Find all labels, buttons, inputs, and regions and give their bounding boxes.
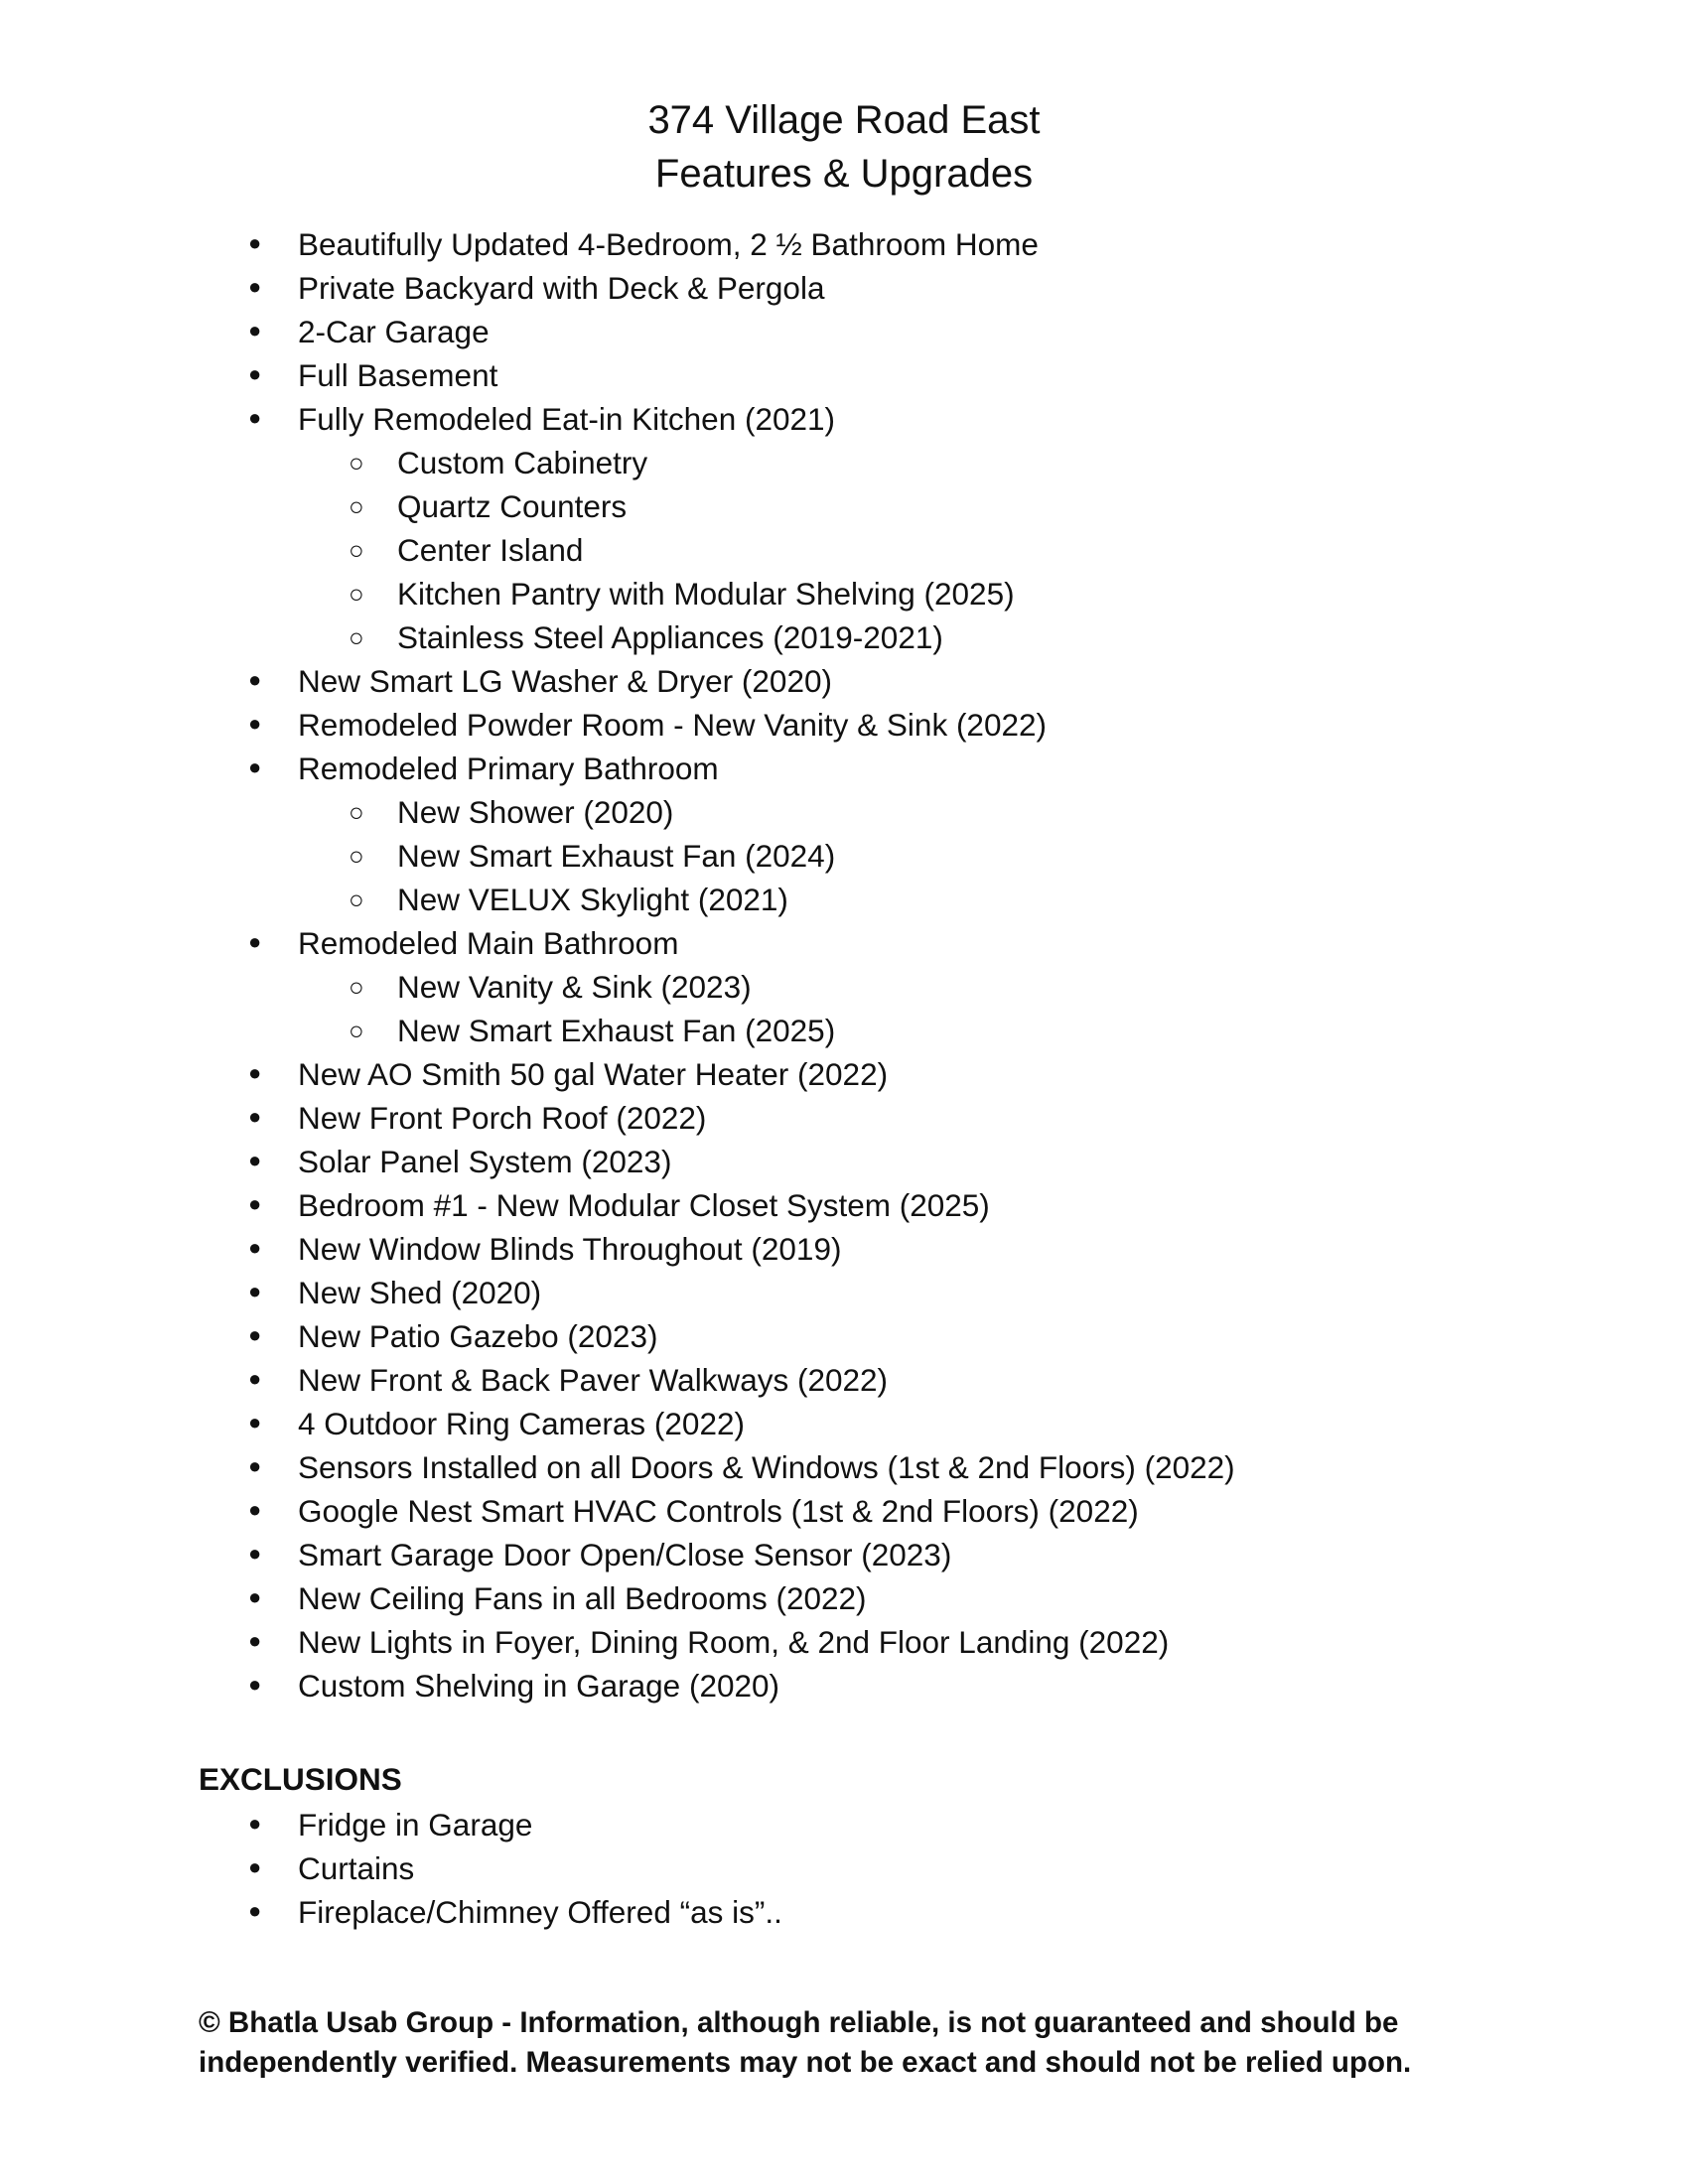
sub-feature-item (0, 576, 1688, 619)
list-item-text: Beautifully Updated 4-Bedroom, 2 ½ Bathroom Home (298, 226, 1039, 262)
bullet-icon: ● (248, 1811, 262, 1836)
sub-feature-item (0, 794, 1688, 838)
bullet-icon: ● (248, 1060, 262, 1085)
exclusion-item (0, 1850, 1688, 1894)
list-item-text: New Shed (2020) (298, 1275, 542, 1310)
bullet-icon: ● (248, 1191, 262, 1216)
list-item-text: New Front & Back Paver Walkways (2022) (298, 1362, 889, 1398)
property-address: 374 Village Road East (647, 98, 1041, 142)
feature-item (0, 707, 1688, 751)
sub-feature-item (0, 532, 1688, 576)
feature-item (0, 1406, 1688, 1449)
list-item-text: New Smart Exhaust Fan (2025) (397, 1013, 836, 1048)
list-item-text: 2-Car Garage (298, 314, 490, 349)
feature-item (0, 226, 1688, 270)
feature-item (0, 1449, 1688, 1493)
bullet-icon: ● (248, 1854, 262, 1879)
list-item-text: Center Island (397, 532, 584, 568)
hollow-bullet-icon: ○ (349, 1016, 364, 1045)
list-item-text: Custom Shelving in Garage (2020) (298, 1668, 780, 1704)
bullet-icon: ● (248, 1322, 262, 1347)
list-item-text: Sensors Installed on all Doors & Windows (1st & 2nd Floors) (2022) (298, 1449, 1235, 1485)
sub-feature-item (0, 619, 1688, 663)
feature-item (0, 1318, 1688, 1362)
disclaimer-line: independently verified. Measurements may not be exact and should not be relied upon. (199, 2046, 1412, 2079)
bullet-icon: ● (248, 929, 262, 954)
exclusions-heading: EXCLUSIONS (199, 1761, 402, 1797)
feature-item (0, 1144, 1688, 1187)
list-item-text: Kitchen Pantry with Modular Shelving (2025) (397, 576, 1015, 612)
bullet-icon: ● (248, 1235, 262, 1260)
hollow-bullet-icon: ○ (349, 535, 364, 565)
list-item-text: New Smart LG Washer & Dryer (2020) (298, 663, 832, 699)
bullet-icon: ● (248, 361, 262, 386)
hollow-bullet-icon: ○ (349, 885, 364, 914)
feature-item (0, 1275, 1688, 1318)
bullet-icon: ● (248, 754, 262, 779)
list-item-text: Remodeled Powder Room - New Vanity & Sink (2022) (298, 707, 1048, 743)
disclaimer (199, 2003, 1489, 2083)
sub-feature-item (0, 488, 1688, 532)
feature-item (0, 1580, 1688, 1624)
hollow-bullet-icon: ○ (349, 622, 364, 652)
feature-item (0, 1537, 1688, 1580)
feature-item (0, 357, 1688, 401)
list-item-text: 4 Outdoor Ring Cameras (2022) (298, 1406, 745, 1441)
list-item-text: New AO Smith 50 gal Water Heater (2022) (298, 1056, 889, 1092)
bullet-icon: ● (248, 1410, 262, 1434)
exclusion-item (0, 1807, 1688, 1850)
list-item-text: Remodeled Primary Bathroom (298, 751, 719, 786)
list-item-text: New Smart Exhaust Fan (2024) (397, 838, 836, 874)
bullet-icon: ● (248, 1104, 262, 1129)
sub-feature-item (0, 969, 1688, 1013)
document-title (0, 93, 1688, 201)
list-item-text: Fridge in Garage (298, 1807, 533, 1843)
list-item-text: Custom Cabinetry (397, 445, 648, 480)
feature-item (0, 314, 1688, 357)
bullet-icon: ● (248, 274, 262, 299)
bullet-icon: ● (248, 1628, 262, 1653)
bullet-icon: ● (248, 1541, 262, 1566)
bullet-icon: ● (248, 405, 262, 430)
sub-feature-item (0, 1013, 1688, 1056)
list-item-text: New Front Porch Roof (2022) (298, 1100, 707, 1136)
feature-item (0, 401, 1688, 445)
hollow-bullet-icon: ○ (349, 579, 364, 609)
bullet-icon: ● (248, 230, 262, 255)
features-list (0, 226, 1688, 1711)
bullet-icon: ● (248, 667, 262, 692)
list-item-text: Full Basement (298, 357, 498, 393)
exclusion-item (0, 1894, 1688, 1938)
feature-item (0, 751, 1688, 794)
sub-feature-item (0, 838, 1688, 882)
list-item-text: Solar Panel System (2023) (298, 1144, 672, 1179)
list-item-text: Fireplace/Chimney Offered “as is”.. (298, 1894, 782, 1930)
bullet-icon: ● (248, 1584, 262, 1609)
document-subtitle: Features & Upgrades (654, 152, 1034, 196)
list-item-text: New Lights in Foyer, Dining Room, & 2nd Floor Landing (2022) (298, 1624, 1170, 1660)
bullet-icon: ● (248, 1279, 262, 1303)
list-item-text: New Window Blinds Throughout (2019) (298, 1231, 842, 1267)
feature-item (0, 1100, 1688, 1144)
feature-item (0, 1624, 1688, 1668)
bullet-icon: ● (248, 1497, 262, 1522)
list-item-text: Private Backyard with Deck & Pergola (298, 270, 825, 306)
list-item-text: Remodeled Main Bathroom (298, 925, 679, 961)
sub-feature-item (0, 445, 1688, 488)
feature-item (0, 1231, 1688, 1275)
hollow-bullet-icon: ○ (349, 797, 364, 827)
list-item-text: New Ceiling Fans in all Bedrooms (2022) (298, 1580, 867, 1616)
disclaimer-line: © Bhatla Usab Group - Information, although reliable, is not guaranteed and should be (199, 2006, 1399, 2039)
list-item-text: New Vanity & Sink (2023) (397, 969, 752, 1005)
list-item-text: New Shower (2020) (397, 794, 674, 830)
hollow-bullet-icon: ○ (349, 448, 364, 478)
feature-item (0, 1056, 1688, 1100)
list-item-text: Fully Remodeled Eat-in Kitchen (2021) (298, 401, 836, 437)
feature-item (0, 925, 1688, 969)
sub-feature-item (0, 882, 1688, 925)
list-item-text: New VELUX Skylight (2021) (397, 882, 788, 917)
list-item-text: Curtains (298, 1850, 415, 1886)
hollow-bullet-icon: ○ (349, 841, 364, 871)
hollow-bullet-icon: ○ (349, 972, 364, 1002)
list-item-text: Google Nest Smart HVAC Controls (1st & 2nd Floors) (2022) (298, 1493, 1139, 1529)
bullet-icon: ● (248, 1672, 262, 1697)
list-item-text: New Patio Gazebo (2023) (298, 1318, 658, 1354)
list-item-text: Quartz Counters (397, 488, 628, 524)
list-item-text: Smart Garage Door Open/Close Sensor (2023) (298, 1537, 952, 1572)
bullet-icon: ● (248, 1366, 262, 1391)
bullet-icon: ● (248, 1898, 262, 1923)
feature-item (0, 270, 1688, 314)
list-item-text: Bedroom #1 - New Modular Closet System (2025) (298, 1187, 990, 1223)
bullet-icon: ● (248, 1453, 262, 1478)
exclusions-list (0, 1807, 1688, 1938)
feature-item (0, 1187, 1688, 1231)
feature-item (0, 663, 1688, 707)
hollow-bullet-icon: ○ (349, 491, 364, 521)
bullet-icon: ● (248, 711, 262, 736)
feature-item (0, 1493, 1688, 1537)
feature-item (0, 1362, 1688, 1406)
list-item-text: Stainless Steel Appliances (2019-2021) (397, 619, 943, 655)
feature-item (0, 1668, 1688, 1711)
bullet-icon: ● (248, 1148, 262, 1172)
bullet-icon: ● (248, 318, 262, 342)
